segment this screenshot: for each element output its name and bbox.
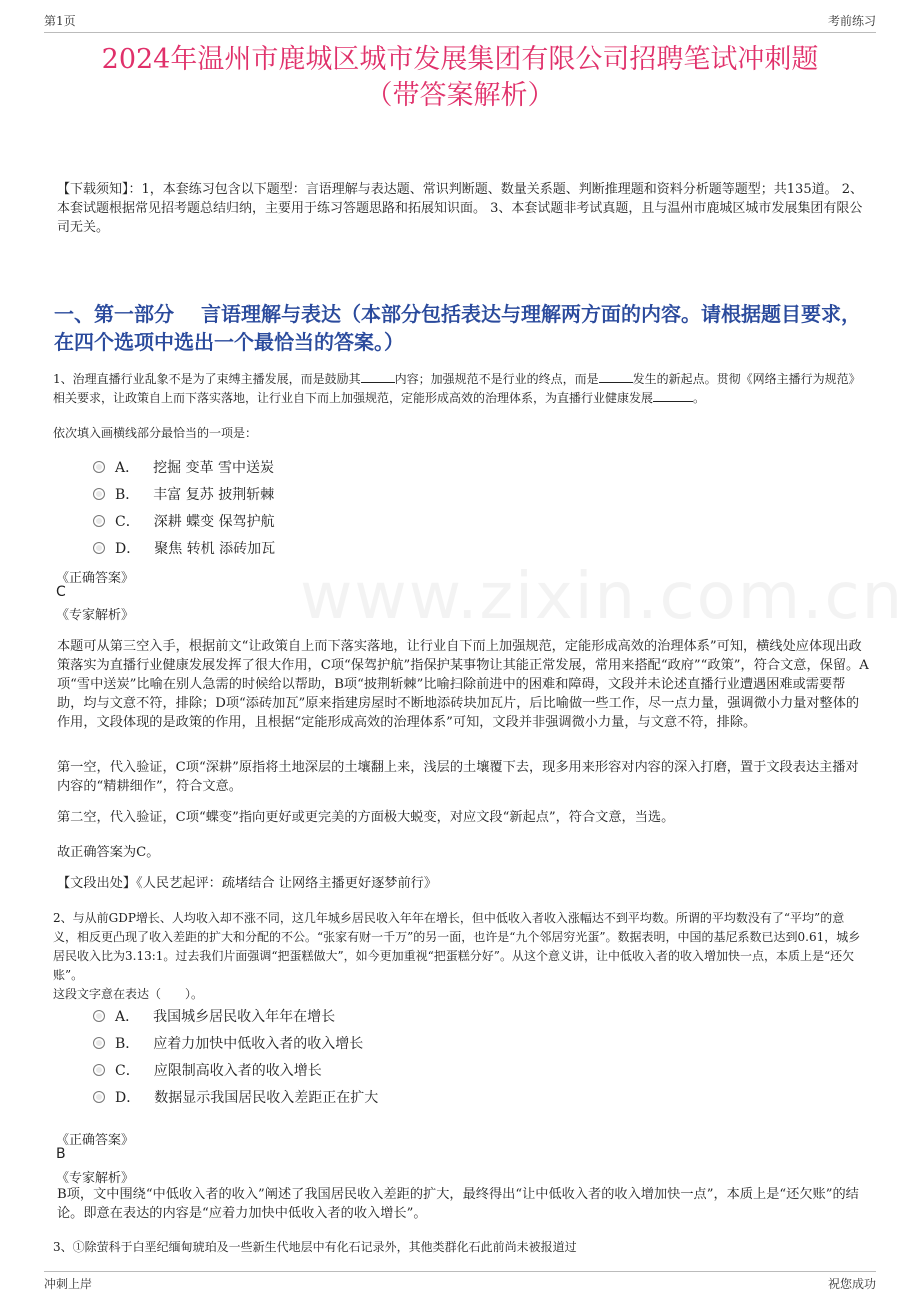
radio-icon[interactable] bbox=[93, 515, 105, 527]
section-heading: 一、第一部分 言语理解与表达（本部分包括表达与理解两方面的内容。请根据题目要求，在四个选项中选出一个最恰当的答案。） bbox=[54, 302, 861, 354]
question-1-text-d: 。 bbox=[693, 391, 706, 405]
answer-label: 《正确答案》 bbox=[56, 1133, 135, 1148]
option-letter: B． bbox=[115, 1035, 140, 1052]
analysis-paragraph-1: 本题可从第三空入手，根据前文“让政策自上而下落实落地，让行业自下而上加强规范，定能形成高效的治理体系”可知，横线处应体现出政策落实为直播行业健康发展发挥了很大作用，C项“保驾护航”指保护某事物让其能正常发展，常用来搭配“政府”“政策”，符合文意，保留。A项“雪中送炭”比喻在别人急需的时候给以帮助，B项“披荆斩棘”比喻扫除前进中的困难和障碍，文段并未论述直播行业遭遇困难或需要帮助，均与文意不符，排除；D项“添砖加瓦”原来指建房屋时不断地添砖块加瓦片，后比喻做一些工作，尽一点力量，强调微小力量对整体的作用，文段体现的是政策的作用，且根据“定能形成高效的治理体系”可知，文段并非强调微小力量，与文意不符，排除。 bbox=[57, 639, 869, 730]
option-c[interactable] bbox=[93, 507, 275, 534]
option-letter: A． bbox=[115, 1008, 140, 1025]
option-d[interactable] bbox=[93, 534, 275, 561]
footer-left: 冲刺上岸 bbox=[44, 1277, 93, 1291]
radio-icon[interactable] bbox=[93, 1091, 105, 1103]
page-header bbox=[44, 12, 876, 33]
option-letter: B． bbox=[115, 486, 140, 503]
blank-2 bbox=[599, 370, 633, 383]
answer-value: B bbox=[56, 1146, 66, 1162]
title-line-1: 2024年温州市鹿城区城市发展集团有限公司招聘笔试冲刺题 bbox=[101, 44, 819, 75]
option-text: 丰富 复苏 披荆斩棘 bbox=[153, 486, 275, 503]
footer-right: 祝您成功 bbox=[827, 1277, 876, 1291]
question-1-text-a: 1、治理直播行业乱象不是为了束缚主播发展，而是鼓励其 bbox=[53, 372, 361, 386]
blank-1 bbox=[361, 370, 395, 383]
analysis-paragraph-3: 第二空，代入验证，C项“蝶变”指向更好或更完美的方面极大蜕变，对应文段“新起点”，符合文意，当选。 bbox=[57, 810, 675, 825]
option-text: 应限制高收入者的收入增长 bbox=[153, 1062, 322, 1079]
option-letter: A． bbox=[115, 459, 140, 476]
option-b[interactable] bbox=[93, 480, 275, 507]
analysis-paragraph: B项，文中围绕“中低收入者的收入”阐述了我国居民收入差距的扩大，最终得出“让中低收入者的收入增加快一点”，本质上是“还欠账”的结论。即意在表达的内容是“应着力加快中低收入者的收入增长”。 bbox=[57, 1187, 859, 1221]
radio-icon[interactable] bbox=[93, 461, 105, 473]
blank-3 bbox=[653, 389, 693, 402]
option-text: 我国城乡居民收入年年在增长 bbox=[153, 1008, 336, 1025]
text-source: 【文段出处】《人民艺起评：疏堵结合 让网络主播更好逐梦前行》 bbox=[57, 876, 438, 891]
question-2-options bbox=[93, 1002, 378, 1110]
option-a[interactable] bbox=[93, 453, 275, 480]
watermark: www.zixin.com.cn bbox=[300, 560, 905, 634]
analysis-label: 《专家解析》 bbox=[56, 1171, 135, 1186]
question-2-stem: 2、与从前GDP增长、人均收入却不涨不同，这几年城乡居民收入年年在增长，但中低收入者收入涨幅达不到平均数。所谓的平均数没有了“平均”的意义，相反更凸现了收入差距的扩大和分配的不公。“张家有财一千万”的另一面，也许是“九个邻居穷光蛋”。数据表明，中国的基尼系数已达到0.61，城乡居民收入比为3.13:1。过去我们片面强调“把蛋糕做大”，如今更加重视“把蛋糕分好”。从这个意义讲，让中低收入者的收入增加快一点，本质上是“还欠账”。 bbox=[53, 911, 861, 982]
page-number: 第1页 bbox=[44, 14, 76, 28]
option-letter: C． bbox=[115, 1062, 140, 1079]
question-1-prompt: 依次填入画横线部分最恰当的一项是： bbox=[53, 426, 258, 440]
question-1-options bbox=[93, 453, 275, 561]
option-text: 挖掘 变革 雪中送炭 bbox=[153, 459, 275, 476]
radio-icon[interactable] bbox=[93, 1064, 105, 1076]
option-b[interactable] bbox=[93, 1029, 378, 1056]
question-1-stem bbox=[53, 370, 868, 408]
download-notice: 【下载须知】：1，本套练习包含以下题型：言语理解与表达题、常识判断题、数量关系题、判断推理题和资料分析题等题型；共135道。 2、本套试题根据常见招考题总结归纳，主要用于练习答题思路和拓展知识面。 3、本套试题非考试真题，且与温州市鹿城区城市发展集团有限公司无关。 bbox=[57, 182, 863, 235]
question-2-prompt: 这段文字意在表达（ ）。 bbox=[53, 987, 204, 1001]
option-d[interactable] bbox=[93, 1083, 378, 1110]
radio-icon[interactable] bbox=[93, 542, 105, 554]
radio-icon[interactable] bbox=[93, 1037, 105, 1049]
option-a[interactable] bbox=[93, 1002, 378, 1029]
option-text: 应着力加快中低收入者的收入增长 bbox=[153, 1035, 364, 1052]
option-letter: C． bbox=[115, 513, 140, 530]
question-1-text-b: 内容；加强规范不是行业的终点，而是 bbox=[394, 372, 599, 386]
analysis-paragraph-4: 故正确答案为C。 bbox=[57, 845, 160, 860]
analysis-paragraph-2: 第一空，代入验证，C项“深耕”原指将土地深层的土壤翻上来，浅层的土壤覆下去，现多用来形容对内容的深入打磨，置于文段表达主播对内容的“精耕细作”，符合文意。 bbox=[57, 760, 859, 794]
analysis-label: 《专家解析》 bbox=[56, 608, 135, 623]
option-letter: D． bbox=[115, 1089, 141, 1106]
answer-value: C bbox=[56, 584, 66, 600]
document-title bbox=[40, 42, 880, 114]
title-line-2: （带答案解析） bbox=[365, 80, 555, 111]
radio-icon[interactable] bbox=[93, 1010, 105, 1022]
question-1-text-c: 发生的新起点。贯彻《网络主播行为规范》相关要求，让政策自上而下落实落地，让行业自下而上加强规范，定能形成高效的治理体系，为直播行业健康发展 bbox=[53, 372, 861, 405]
option-text: 数据显示我国居民收入差距正在扩大 bbox=[154, 1089, 379, 1106]
radio-icon[interactable] bbox=[93, 488, 105, 500]
option-text: 聚焦 转机 添砖加瓦 bbox=[154, 540, 276, 557]
header-label: 考前练习 bbox=[827, 14, 876, 28]
option-c[interactable] bbox=[93, 1056, 378, 1083]
option-letter: D． bbox=[115, 540, 141, 557]
answer-label: 《正确答案》 bbox=[56, 571, 135, 586]
question-3-stem: 3、①除萤科于白垩纪缅甸琥珀及一些新生代地层中有化石记录外，其他类群化石此前尚未被报道过 bbox=[53, 1240, 577, 1254]
option-text: 深耕 蝶变 保驾护航 bbox=[153, 513, 275, 530]
page-footer bbox=[44, 1271, 876, 1292]
